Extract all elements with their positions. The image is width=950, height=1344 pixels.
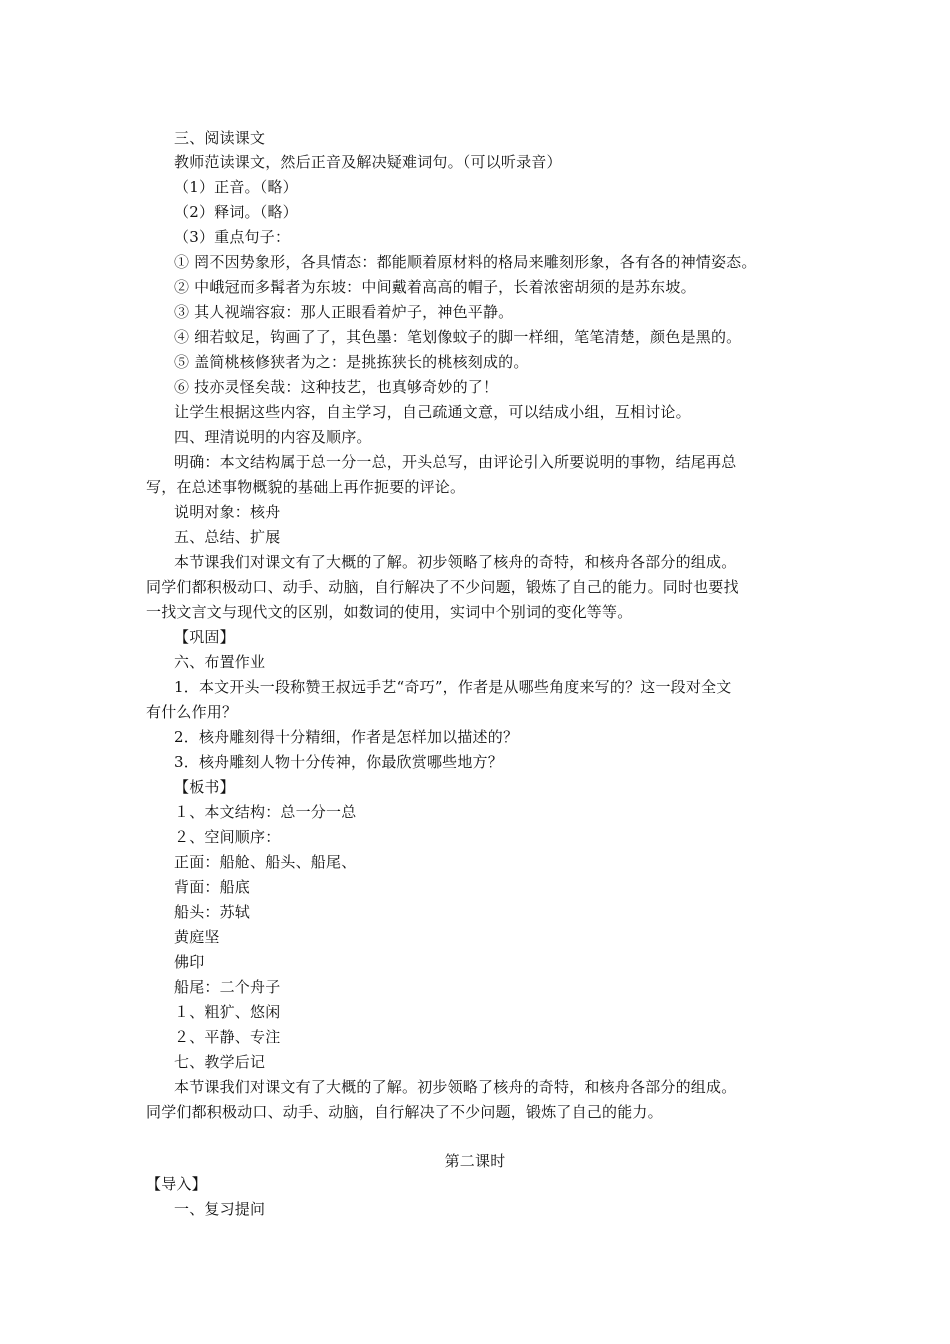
bracket-heading-consolidate: 【巩固】 — [174, 628, 235, 646]
key-sentence: ③ 其人视端容寂：那人正眼看着炉子，神色平静。 — [174, 303, 514, 321]
blackboard-item: 黄庭坚 — [174, 928, 220, 946]
bracket-heading-introduction: 【导入】 — [146, 1175, 207, 1193]
paragraph-continuation: 同学们都积极动口、动手、动脑，自行解决了不少问题，锻炼了自己的能力。 — [146, 1103, 663, 1121]
key-sentence: ⑤ 盖简桃核修狭者为之：是挑拣狭长的桃核刻成的。 — [174, 353, 529, 371]
section-heading-homework: 六、布置作业 — [174, 653, 266, 671]
key-sentence: ① 罔不因势象形，各具情态：都能顺着原材料的格局来雕刻形象，各有各的神情姿态。 — [174, 253, 757, 271]
paragraph-continuation: 写，在总述事物概貌的基础上再作扼要的评论。 — [146, 478, 466, 496]
bracket-heading-blackboard: 【板书】 — [174, 778, 235, 796]
blackboard-item: 佛印 — [174, 953, 205, 971]
blackboard-item: １、本文结构：总一分一总 — [174, 803, 357, 821]
paragraph: 明确：本文结构属于总一分一总，开头总写，由评论引入所要说明的事物，结尾再总 — [174, 453, 737, 471]
paragraph: 本节课我们对课文有了大概的了解。初步领略了核舟的奇特，和核舟各部分的组成。 — [174, 553, 737, 571]
paragraph-continuation: 同学们都积极动口、动手、动脑，自行解决了不少问题，锻炼了自己的能力。同时也要找 — [146, 578, 739, 596]
paragraph: 本节课我们对课文有了大概的了解。初步领略了核舟的奇特，和核舟各部分的组成。 — [174, 1078, 737, 1096]
key-sentence: ④ 细若蚊足，钩画了了，其色墨：笔划像蚊子的脚一样细，笔笔清楚，颜色是黑的。 — [174, 328, 742, 346]
blackboard-item: ２、平静、专注 — [174, 1028, 281, 1046]
key-sentence: ② 中峨冠而多髯者为东坡：中间戴着高高的帽子，长着浓密胡须的是苏东坡。 — [174, 278, 696, 296]
paragraph: 让学生根据这些内容，自主学习，自己疏通文意，可以结成小组，互相讨论。 — [174, 403, 691, 421]
paragraph: 说明对象：核舟 — [174, 503, 281, 521]
homework-item: 1．本文开头一段称赞王叔远手艺“奇巧”，作者是从哪些角度来写的？这一段对全文 — [174, 678, 732, 696]
paragraph-continuation: 一找文言文与现代文的区别，如数词的使用，实词中个别词的变化等等。 — [146, 603, 633, 621]
section-heading-review: 一、复习提问 — [174, 1200, 266, 1218]
section-heading-summary: 五、总结、扩展 — [174, 528, 281, 546]
section-heading-read-text: 三、阅读课文 — [174, 129, 266, 147]
homework-item: 2．核舟雕刻得十分精细，作者是怎样加以描述的？ — [174, 728, 519, 746]
section-heading-reflection: 七、教学后记 — [174, 1053, 266, 1071]
list-item: （1）正音。（略） — [174, 178, 298, 196]
homework-item-continuation: 有什么作用？ — [146, 703, 238, 721]
blackboard-item: 背面：船底 — [174, 878, 251, 896]
blackboard-item: 船头：苏轼 — [174, 903, 251, 921]
blackboard-item: ２、空间顺序： — [174, 828, 281, 846]
list-item: （3）重点句子： — [174, 228, 291, 246]
second-lesson-title: 第二课时 — [444, 1152, 506, 1170]
section-heading-structure: 四、理清说明的内容及顺序。 — [174, 428, 372, 446]
paragraph: 教师范读课文，然后正音及解决疑难词句。（可以听录音） — [174, 153, 562, 171]
blackboard-item: 正面：船舱、船头、船尾、 — [174, 853, 357, 871]
homework-item: 3．核舟雕刻人物十分传神，你最欣赏哪些地方？ — [174, 753, 503, 771]
blackboard-item: １、粗犷、悠闲 — [174, 1003, 281, 1021]
blackboard-item: 船尾：二个舟子 — [174, 978, 281, 996]
list-item: （2）释词。（略） — [174, 203, 298, 221]
key-sentence: ⑥ 技亦灵怪矣哉：这种技艺，也真够奇妙的了！ — [174, 378, 499, 396]
